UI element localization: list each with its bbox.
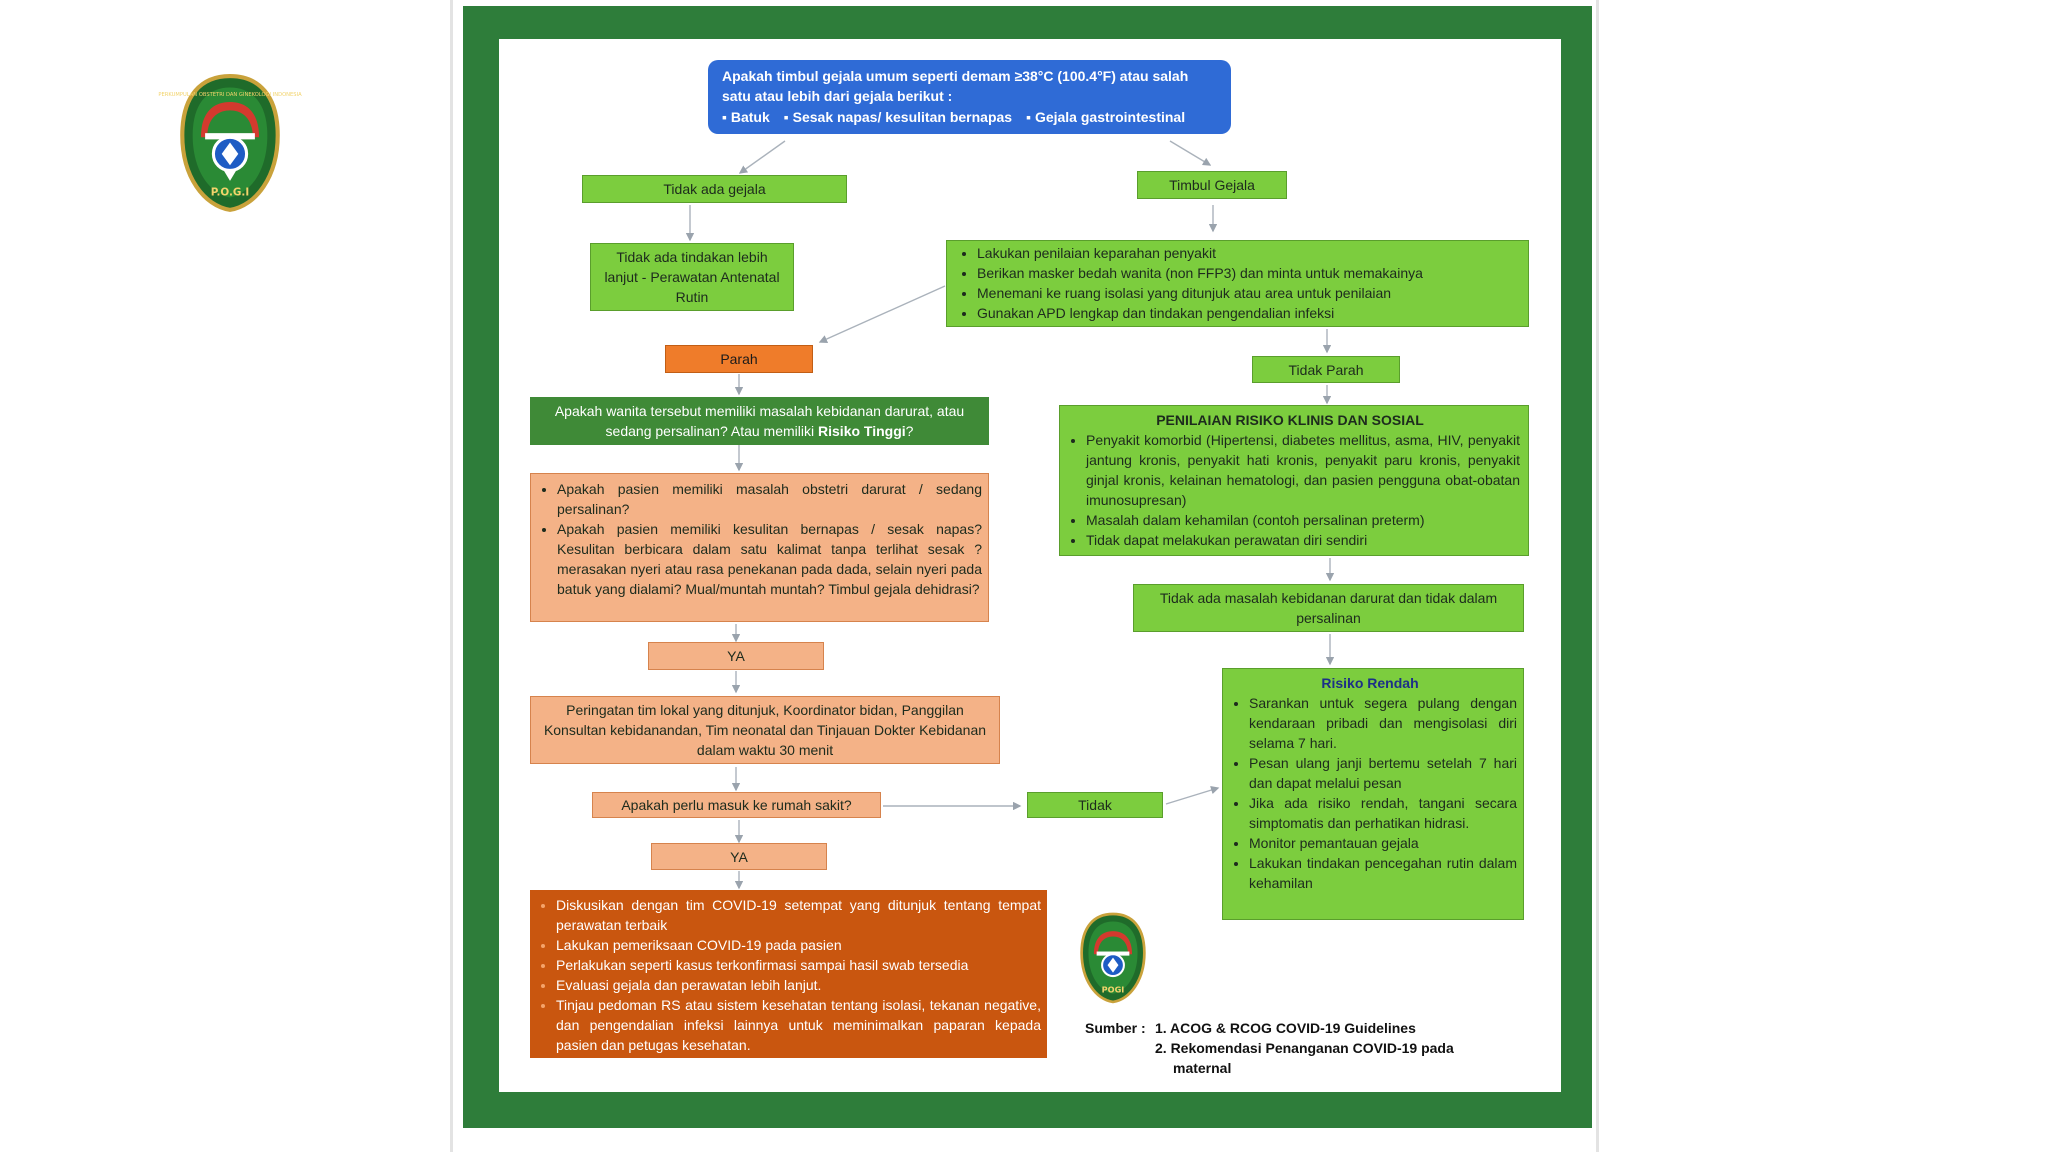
list-item: • Berikan masker bedah wanita (non FFP3) dan minta untuk memakainya (977, 263, 1522, 283)
symptom-bullets (722, 107, 1217, 127)
initial-symptom-question (708, 60, 1231, 134)
pogi-logo-ring-text: PERKUMPULAN OBSTETRI DAN GINEKOLOGI INDONESIA (158, 91, 302, 98)
no-box: Tidak (1027, 792, 1163, 818)
yes-box-2: YA (651, 843, 827, 870)
no-further-action-box: Tidak ada tindakan lebih lanjut - Perawatan Antenatal Rutin (590, 243, 794, 311)
list-item: • Sarankan untuk segera pulang dengan kendaraan pribadi dan mengisolasi diri selama 7 hari. (1249, 693, 1517, 753)
list-item: • Tinjau pedoman RS atau sistem kesehatan tentang isolasi, tekanan negative, dan pengendalian infeksi lainnya untuk meminimalkan paparan kepada pasien dan petugas kesehatan. (556, 995, 1041, 1055)
list-item: • Lakukan penilaian keparahan penyakit (977, 243, 1522, 263)
yes-box-1: YA (648, 642, 824, 670)
low-risk-list (1223, 693, 1517, 893)
pogi-logo (158, 73, 302, 213)
source-label: Sumber : (1085, 1020, 1146, 1036)
emergency-questions-list (531, 479, 982, 599)
hospital-actions-box (530, 890, 1047, 1058)
symptom-shortness-of-breath: ▪ Sesak napas/ kesulitan bernapas (784, 107, 1012, 127)
symptom-cough: ▪ Batuk (722, 107, 770, 127)
high-risk-bold: Risiko Tinggi (818, 423, 906, 439)
low-risk-box (1222, 668, 1524, 920)
initial-question-line2: satu atau lebih dari gejala berikut : (722, 88, 953, 104)
no-symptoms-box: Tidak ada gejala (582, 175, 847, 203)
high-risk-question-box: Apakah wanita tersebut memiliki masalah kebidanan darurat, atau sedang persalinan? Atau memiliki Risiko Tinggi? (530, 397, 989, 445)
risk-assessment-list (1060, 430, 1520, 550)
list-item: • Penyakit komorbid (Hipertensi, diabetes mellitus, asma, HIV, penyakit jantung kronis, penyakit hati kronis, penyakit paru kronis, penyakit ginjal kronis, kelainan hematologi, dan pasien pengguna obat-obatan imunosupresan) (1086, 430, 1520, 510)
source-item-2-cont: maternal (1173, 1060, 1232, 1076)
list-item: • Apakah pasien memiliki masalah obstetri darurat / sedang persalinan? (557, 479, 982, 519)
source-item-1: 1. ACOG & RCOG COVID-19 Guidelines (1155, 1020, 1416, 1036)
list-item: • Evaluasi gejala dan perawatan lebih lanjut. (556, 975, 1041, 995)
source-item-2: 2. Rekomendasi Penanganan COVID-19 pada (1155, 1040, 1454, 1056)
pogi-logo-small (1078, 912, 1148, 1004)
list-item: • Menemani ke ruang isolasi yang ditunjuk atau area untuk penilaian (977, 283, 1522, 303)
hospital-actions-list (530, 895, 1041, 1055)
no-emergency-box: Tidak ada masalah kebidanan darurat dan tidak dalam persalinan (1133, 584, 1524, 632)
list-item: • Tidak dapat melakukan perawatan diri sendiri (1086, 530, 1520, 550)
risk-assessment-box (1059, 405, 1529, 556)
not-severe-box: Tidak Parah (1252, 356, 1400, 383)
risk-assessment-title: PENILAIAN RISIKO KLINIS DAN SOSIAL (1156, 412, 1424, 428)
alert-team-box: Peringatan tim lokal yang ditunjuk, Koordinator bidan, Panggilan Konsultan kebidanandan, Tim neonatal dan Tinjauan Dokter Kebidanan dalam waktu 30 menit (530, 696, 1000, 764)
severe-box: Parah (665, 345, 813, 373)
low-risk-title: Risiko Rendah (1321, 675, 1419, 691)
initial-actions-box (946, 240, 1529, 327)
list-item: • Lakukan pemeriksaan COVID-19 pada pasien (556, 935, 1041, 955)
symptom-gastrointestinal: ▪ Gejala gastrointestinal (1026, 107, 1185, 127)
list-item: • Perlakukan seperti kasus terkonfirmasi sampai hasil swab tersedia (556, 955, 1041, 975)
pogi-logo-small-label: POGI (1101, 984, 1125, 995)
high-risk-question-text: Apakah wanita tersebut memiliki masalah kebidanan darurat, atau sedang persalinan? Atau memiliki (554, 403, 965, 439)
list-item: • Monitor pemantauan gejala (1249, 833, 1517, 853)
symptoms-appear-box: Timbul Gejala (1137, 171, 1287, 199)
list-item: • Pesan ulang janji bertemu setelah 7 hari dan dapat melalui pesan (1249, 753, 1517, 793)
source-citation (1085, 1018, 1505, 1078)
emergency-questions-box (530, 473, 989, 622)
slide-edge-left (450, 0, 453, 1152)
list-item: • Gunakan APD lengkap dan tindakan pengendalian infeksi (977, 303, 1522, 323)
list-item: • Apakah pasien memiliki kesulitan bernapas / sesak napas? Kesulitan berbicara dalam satu kalimat tanpa terlihat sesak ? merasakan nyeri atau rasa penekanan pada dada, selain nyeri pada batuk yang dialami? Mual/muntah muntah? Timbul gejala dehidrasi? (557, 519, 982, 599)
list-item: • Lakukan tindakan pencegahan rutin dalam kehamilan (1249, 853, 1517, 893)
slide-edge-right (1596, 0, 1599, 1152)
list-item: • Jika ada risiko rendah, tangani secara simptomatis dan perhatikan hidrasi. (1249, 793, 1517, 833)
initial-actions-list (951, 243, 1522, 323)
pogi-logo-label: P.O.G.I (210, 186, 250, 199)
initial-question-line1: Apakah timbul gejala umum seperti demam ≥38°C (100.4°F) atau salah (722, 68, 1189, 84)
admit-hospital-question-box: Apakah perlu masuk ke rumah sakit? (592, 792, 881, 818)
list-item: • Masalah dalam kehamilan (contoh persalinan preterm) (1086, 510, 1520, 530)
pogi-logo-small-icon (1078, 912, 1148, 1004)
list-item: • Diskusikan dengan tim COVID-19 setempat yang ditunjuk tentang tempat perawatan terbaik (556, 895, 1041, 935)
pogi-logo-icon (158, 73, 302, 213)
